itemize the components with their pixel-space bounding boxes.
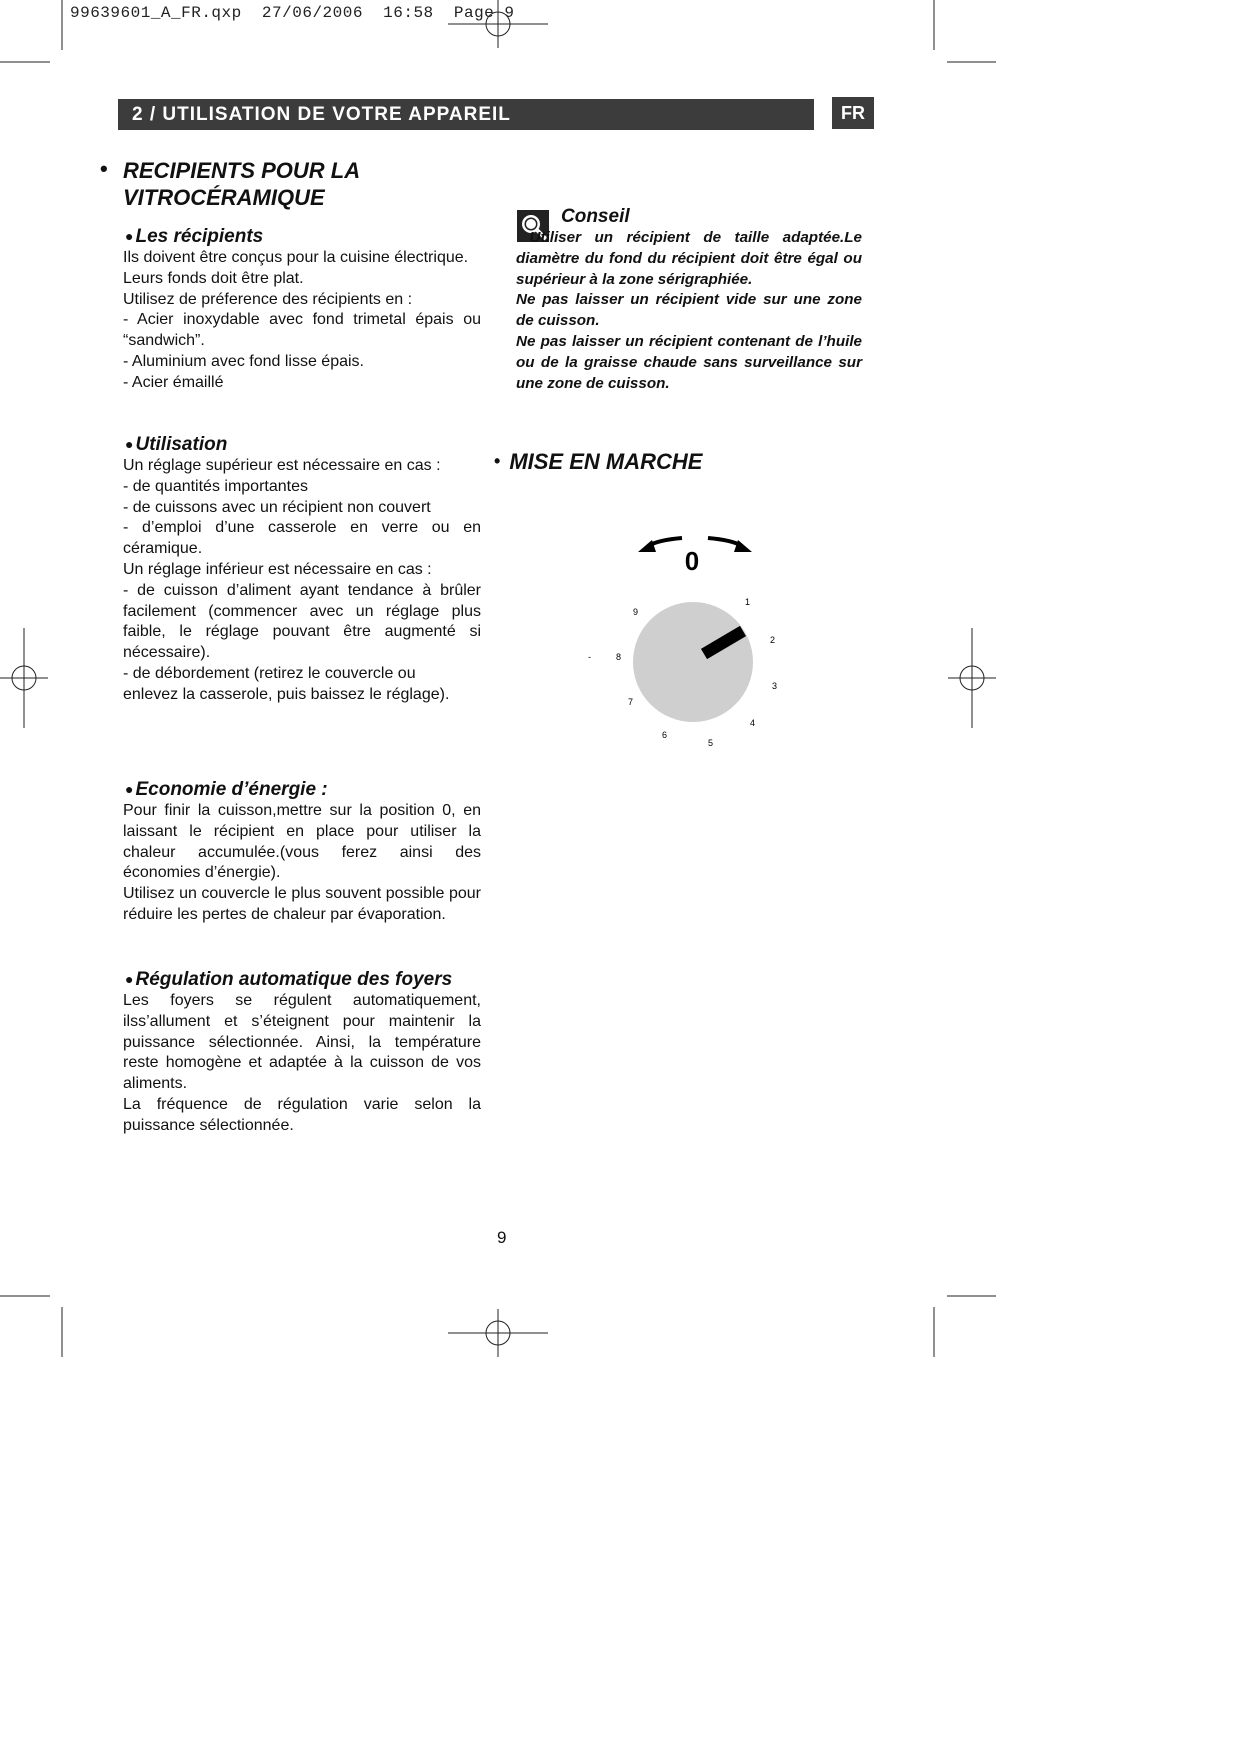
knob-scale-label: 1: [745, 597, 751, 607]
utilisation-line: - de cuissons avec un récipient non couvert: [123, 498, 431, 516]
knob-minus-label: -: [588, 652, 591, 662]
conseil-title: Conseil: [561, 206, 630, 227]
mise-en-marche-title-text: MISE EN MARCHE: [509, 449, 703, 474]
recipients-line: Utilisez de préference des récipients en :: [123, 290, 413, 308]
economie-section: [123, 778, 481, 926]
regulation-heading-text: Régulation automatique des foyers: [135, 969, 453, 990]
regulation-line: La fréquence de régulation varie selon la puissance sélectionnée.: [123, 1095, 481, 1134]
knob-scale-label: 4: [750, 718, 756, 728]
recipients-line: Leurs fonds doit être plat.: [123, 269, 304, 287]
main-section-title: [100, 157, 360, 211]
knob-body: [633, 602, 753, 722]
knob-scale-label: 9: [633, 607, 639, 617]
knob-scale-label: 6: [662, 730, 668, 740]
title-line-1: RECIPIENTS POUR LA: [123, 158, 361, 183]
bullet-icon: •: [494, 451, 501, 471]
utilisation-section: [123, 433, 481, 706]
recipients-heading-text: Les récipients: [135, 226, 264, 247]
recipients-heading: [125, 225, 481, 248]
economie-heading-text: Economie d’énergie :: [135, 779, 328, 800]
regulation-line: Les foyers se régulent automatiquement, ilss’allument et s’éteignent pour maintenir la puissance sélectionnée. Ainsi, la température reste homogène et adaptée à la cuisson de vos aliments.: [123, 992, 481, 1093]
language-badge: FR: [832, 97, 874, 129]
knob-scale-label: 3: [772, 681, 778, 691]
knob-zero-label: 0: [684, 546, 700, 576]
utilisation-heading: [125, 433, 481, 456]
conseil-line: Ne pas laisser un récipient vide sur une zone de cuisson.: [516, 291, 862, 330]
utilisation-line: - de quantités importantes: [123, 477, 308, 495]
utilisation-heading-text: Utilisation: [135, 434, 228, 455]
bullet-icon: ●: [125, 436, 134, 452]
utilisation-line: - d’emploi d’une casserole en verre ou en céramique.: [123, 519, 481, 558]
title-line-2: VITROCÉRAMIQUE: [123, 185, 325, 210]
recipients-line: - Acier émaillé: [123, 373, 224, 391]
page-number: 9: [497, 1228, 507, 1247]
utilisation-line: Un réglage inférieur est nécessaire en cas :: [123, 560, 432, 578]
knob-scale-label: 5: [708, 738, 714, 748]
utilisation-line: - de débordement (retirez le couvercle ou enlevez la casserole, puis baissez le réglage).: [123, 664, 450, 703]
control-knob-diagram: [570, 520, 800, 760]
bullet-icon: •: [100, 156, 108, 181]
recipients-section: [123, 225, 481, 394]
conseil-body: [516, 228, 867, 394]
knob-scale-label: 8: [616, 652, 622, 662]
file-slug-line: 99639601_A_FR.qxp 27/06/2006 16:58 Page 9: [70, 4, 515, 22]
regulation-heading: [125, 968, 481, 991]
economie-line: Pour finir la cuisson,mettre sur la position 0, en laissant le récipient en place pour utiliser la chaleur accumulée.(vous ferez ainsi des économies d’énergie).: [123, 802, 481, 882]
recipients-line: - Aluminium avec fond lisse épais.: [123, 352, 364, 370]
recipients-line: Ils doivent être conçus pour la cuisine électrique.: [123, 249, 469, 266]
utilisation-line: - de cuisson d’aliment ayant tendance à brûler facilement (commencer avec un réglage plus faible, le réglage pouvant être augmenté si nécessaire).: [123, 581, 481, 662]
regulation-section: [123, 968, 481, 1137]
knob-scale-label: 2: [770, 635, 776, 645]
bullet-icon: ●: [125, 781, 134, 797]
economie-heading: [125, 778, 481, 801]
economie-line: Utilisez un couvercle le plus souvent possible pour réduire les pertes de chaleur par évaporation.: [123, 885, 481, 923]
knob-scale-label: 7: [628, 697, 634, 707]
utilisation-line: Un réglage supérieur est nécessaire en cas :: [123, 457, 441, 474]
section-header-bar: 2 / UTILISATION DE VOTRE APPAREIL: [118, 99, 814, 130]
bullet-icon: ●: [125, 228, 134, 244]
conseil-line: Utiliser un récipient de taille adaptée.Le diamètre du fond du récipient doit être égal ou supérieur à la zone sérigraphiée.: [516, 229, 867, 288]
conseil-line: Ne pas laisser un récipient contenant de l’huile ou de la graisse chaude sans surveillance sur une zone de cuisson.: [516, 332, 862, 392]
mise-en-marche-title: [494, 449, 702, 475]
bullet-icon: ●: [125, 971, 134, 987]
recipients-line: - Acier inoxydable avec fond trimetal épais ou “sandwich”.: [123, 311, 481, 350]
